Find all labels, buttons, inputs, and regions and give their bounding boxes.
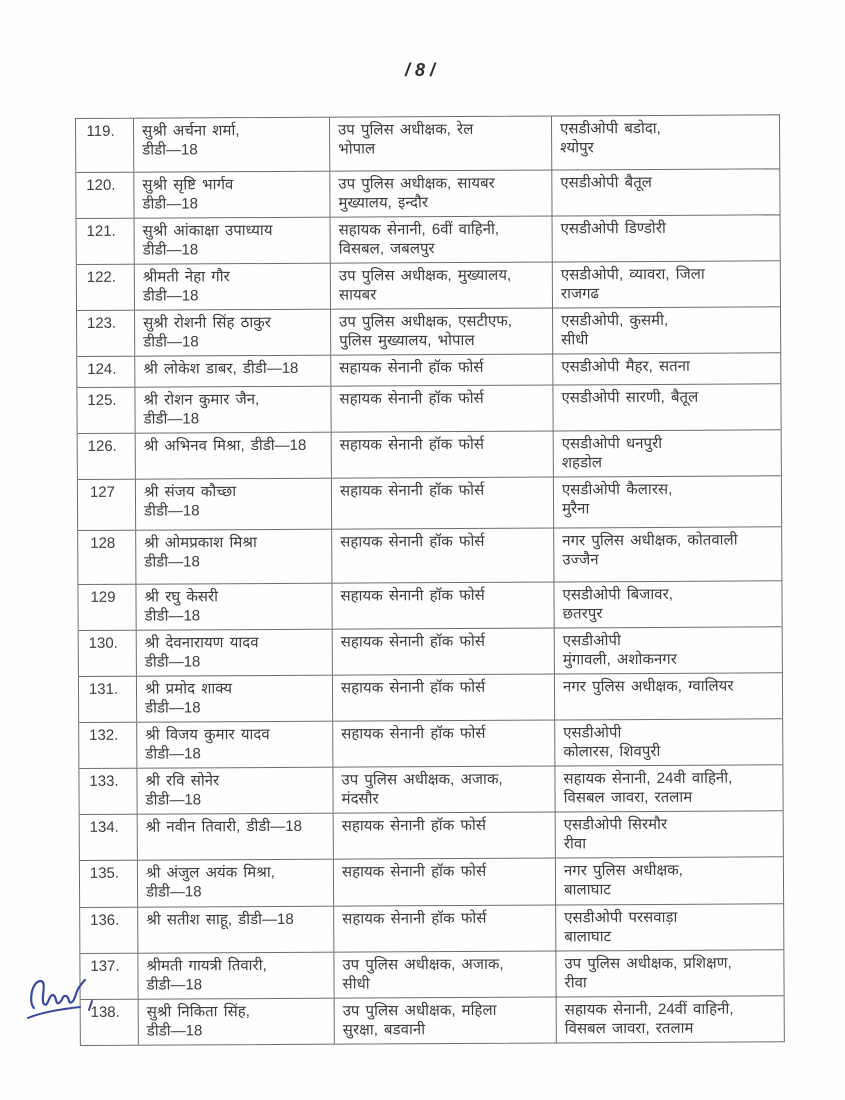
table-row xyxy=(77,261,780,311)
page-number: /8/ xyxy=(404,60,440,80)
serial-number: 123. xyxy=(77,311,135,356)
current-posting: सहायक सेनानी हॉक फोर्स xyxy=(334,812,556,858)
serial-number: 120. xyxy=(76,173,134,218)
officers-posting-table xyxy=(75,114,785,1046)
current-posting: सहायक सेनानी हॉक फोर्स xyxy=(333,674,555,720)
new-posting: एसडीओपी, कुसमी, सीधी xyxy=(561,311,669,349)
current-posting: सहायक सेनानी हॉक फोर्स xyxy=(332,431,554,477)
new-posting: सहायक सेनानी, 24वीं वाहिनी, विसबल जावरा, रतलाम xyxy=(564,1000,734,1038)
serial-number: 135. xyxy=(80,861,138,907)
table-row xyxy=(78,527,781,585)
officer-name: सुश्री आंकाक्षा उपाध्याय डीडी—18 xyxy=(135,218,331,264)
officer-name: श्री विजय कुमार यादव डीडी—18 xyxy=(137,722,333,768)
new-posting: एसडीओपी, व्यावरा, जिला राजगढ xyxy=(560,265,705,303)
serial-number: 121. xyxy=(77,219,135,264)
new-posting: एसडीओपी बैतूल xyxy=(560,173,652,192)
current-posting: उप पुलिस अधीक्षक, अजाक, सीधी xyxy=(334,951,556,997)
serial-number: 133. xyxy=(79,769,137,814)
table-row xyxy=(80,904,783,954)
table-row xyxy=(79,765,782,815)
table-row xyxy=(78,581,781,631)
table-row xyxy=(79,673,782,723)
current-posting: सहायक सेनानी हॉक फोर्स xyxy=(334,905,556,951)
new-posting: एसडीओपी बिजावर, छतरपुर xyxy=(562,585,673,623)
serial-number: 130. xyxy=(79,631,137,676)
serial-number: 119. xyxy=(76,119,134,172)
serial-number: 127 xyxy=(78,480,136,530)
serial-number: 134. xyxy=(80,815,138,860)
current-posting: उप पुलिस अधीक्षक, अजाक, मंदसौर xyxy=(333,766,555,812)
serial-number: 137. xyxy=(80,954,138,999)
serial-number: 125. xyxy=(77,388,135,433)
officer-name: श्री संजय कौच्छा डीडी—18 xyxy=(136,479,332,530)
table-row xyxy=(80,857,783,908)
current-posting: सहायक सेनानी हॉक फोर्स xyxy=(333,628,555,674)
current-posting: सहायक सेनानी हॉक फोर्स xyxy=(331,354,553,385)
table-row xyxy=(78,476,781,531)
serial-number: 126. xyxy=(78,434,136,479)
serial-number: 138. xyxy=(81,1000,139,1045)
serial-number: 131. xyxy=(79,677,137,722)
serial-number: 136. xyxy=(80,908,138,953)
new-posting: नगर पुलिस अधीक्षक, बालाघाट xyxy=(563,861,683,899)
officer-name: श्री प्रमोद शाक्य डीडी—18 xyxy=(137,676,333,722)
serial-number: 124. xyxy=(77,357,135,387)
new-posting: एसडीओपी कैलारस, मुरैना xyxy=(561,480,673,518)
officer-name: श्री ओमप्रकाश मिश्रा डीडी—18 xyxy=(136,530,332,584)
table-row xyxy=(76,169,779,219)
table-row xyxy=(77,353,780,388)
officer-name: श्री रोशन कुमार जैन, डीडी—18 xyxy=(135,387,331,433)
serial-number: 129 xyxy=(78,585,136,630)
officer-name: श्री अंजुल अयंक मिश्रा, डीडी—18 xyxy=(138,860,334,907)
current-posting: सहायक सेनानी हॉक फोर्स xyxy=(332,477,554,528)
officer-name: सुश्री निकिता सिंह, डीडी—18 xyxy=(139,999,335,1045)
officer-name: श्री सतीश साहू, डीडी—18 xyxy=(138,907,334,953)
officer-name: श्री नवीन तिवारी, डीडी—18 xyxy=(138,814,334,860)
table-row xyxy=(79,719,782,769)
officer-name: सुश्री रोशनी सिंह ठाकुर डीडी—18 xyxy=(135,310,331,356)
handwritten-signature xyxy=(18,968,128,1034)
current-posting: सहायक सेनानी हॉक फोर्स xyxy=(334,858,556,905)
table-row xyxy=(77,215,780,265)
officer-name: श्रीमती नेहा गौर डीडी—18 xyxy=(135,264,331,310)
table-row xyxy=(77,384,780,434)
table-row xyxy=(80,811,783,861)
table-row xyxy=(76,115,779,173)
officer-name: सुश्री अर्चना शर्मा, डीडी—18 xyxy=(134,118,330,172)
new-posting: एसडीओपी धनपुरी शहडोल xyxy=(561,434,663,472)
officer-name: श्री रवि सोनेर डीडी—18 xyxy=(137,768,333,814)
table-row xyxy=(80,950,783,1000)
current-posting: सहायक सेनानी हॉक फोर्स xyxy=(333,720,555,766)
table-row xyxy=(81,996,784,1045)
current-posting: सहायक सेनानी हॉक फोर्स xyxy=(332,582,554,628)
current-posting: उप पुलिस अधीक्षक, रेल भोपाल xyxy=(330,117,552,171)
current-posting: सहायक सेनानी हॉक फोर्स xyxy=(331,385,553,431)
new-posting: एसडीओपी सिरमौर रीवा xyxy=(563,815,668,853)
new-posting: सहायक सेनानी, 24वी वाहिनी, विसबल जावरा, रतलाम xyxy=(563,769,733,807)
table-row xyxy=(77,307,780,357)
current-posting: उप पुलिस अधीक्षक, सायबर मुख्यालय, इन्दौर xyxy=(330,171,552,217)
officer-name: श्रीमती गायत्री तिवारी, डीडी—18 xyxy=(138,953,334,999)
current-posting: उप पुलिस अधीक्षक, एसटीएफ, पुलिस मुख्यालय, भोपाल xyxy=(331,308,553,354)
current-posting: उप पुलिस अधीक्षक, महिला सुरक्षा, बडवानी xyxy=(335,997,557,1043)
serial-number: 122. xyxy=(77,265,135,310)
current-posting: सहायक सेनानी हॉक फोर्स xyxy=(332,528,554,582)
officer-name: श्री देवनारायण यादव डीडी—18 xyxy=(137,630,333,676)
officer-name: श्री रघु केसरी डीडी—18 xyxy=(136,584,332,630)
new-posting: एसडीओपी बडोदा, श्योपुर xyxy=(560,119,661,157)
new-posting: एसडीओपी मुंगावली, अशोकनगर xyxy=(562,632,677,669)
officer-name: श्री अभिनव मिश्रा, डीडी—18 xyxy=(136,433,332,479)
new-posting: नगर पुलिस अधीक्षक, कोतवाली उज्जैन xyxy=(562,531,738,569)
officer-name: सुश्री सृष्टि भार्गव डीडी—18 xyxy=(134,172,330,218)
officer-name: श्री लोकेश डाबर, डीडी—18 xyxy=(135,356,331,387)
new-posting: एसडीओपी कोलारस, शिवपुरी xyxy=(563,724,661,761)
table-row xyxy=(79,627,782,677)
new-posting: एसडीओपी परसवाड़ा बालाघाट xyxy=(564,908,678,946)
new-posting: एसडीओपी सारणी, बैतूल xyxy=(561,388,699,407)
new-posting: नगर पुलिस अधीक्षक, ग्वालियर xyxy=(562,677,734,696)
current-posting: सहायक सेनानी, 6वीं वाहिनी, विसबल, जबलपुर xyxy=(331,217,553,263)
current-posting: उप पुलिस अधीक्षक, मुख्यालय, सायबर xyxy=(331,263,553,309)
new-posting: एसडीओपी डिण्डोरी xyxy=(560,219,666,238)
serial-number: 128 xyxy=(78,531,136,584)
new-posting: उप पुलिस अधीक्षक, प्रशिक्षण, रीवा xyxy=(564,954,732,992)
serial-number: 132. xyxy=(79,723,137,768)
new-posting: एसडीओपी मैहर, सतना xyxy=(561,357,690,376)
table-row xyxy=(78,430,781,480)
